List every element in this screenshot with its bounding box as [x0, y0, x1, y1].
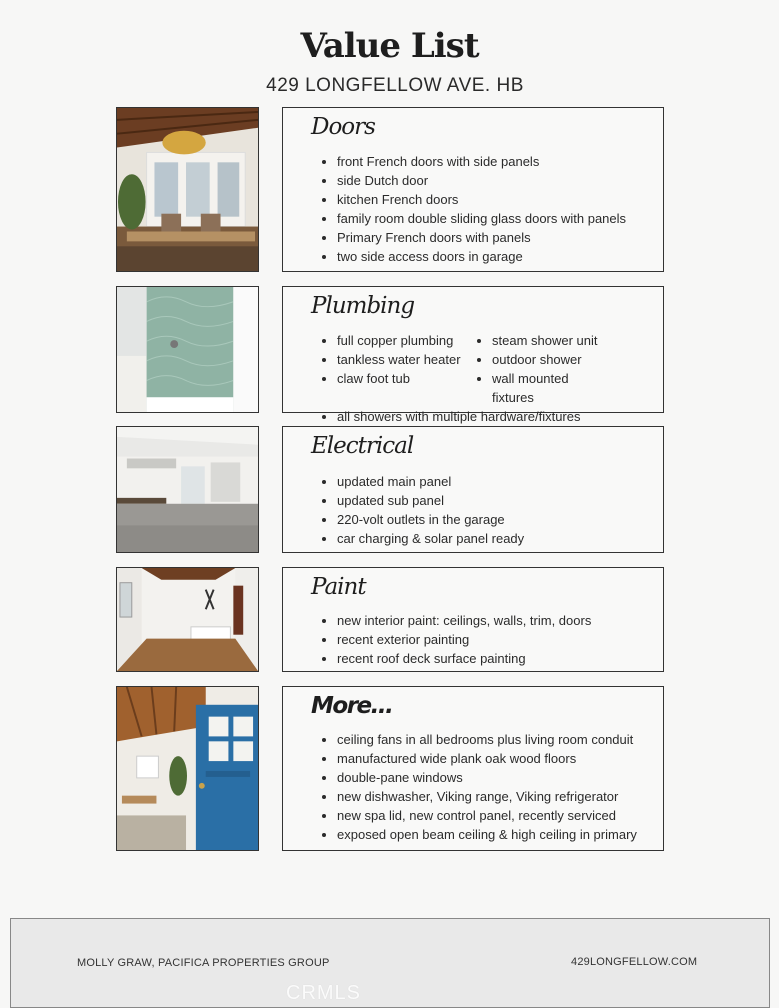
list-item: • updated sub panel: [337, 491, 524, 510]
plumbing-heading: Plumbing: [311, 293, 415, 319]
list-item: • full copper plumbing: [337, 331, 492, 350]
more-card: [282, 686, 664, 851]
more-heading: More...: [311, 693, 393, 719]
list-item: • two side access doors in garage: [337, 247, 626, 266]
more-list: [319, 730, 637, 844]
list-item: • outdoor shower: [492, 350, 612, 369]
electrical-card: [282, 426, 664, 553]
list-item: • recent roof deck surface painting: [337, 649, 591, 668]
doors-list: [319, 152, 626, 266]
paint-list: [319, 611, 591, 668]
plumbing-list: [319, 331, 612, 426]
list-item: • new dishwasher, Viking range, Viking refrigerator: [337, 787, 637, 806]
agent-name: MOLLY GRAW, PACIFICA PROPERTIES GROUP: [77, 957, 330, 969]
list-item: • 220-volt outlets in the garage: [337, 510, 524, 529]
list-item: • recent exterior painting: [337, 630, 591, 649]
list-item: • tankless water heater: [337, 350, 492, 369]
list-item: • manufactured wide plank oak wood floors: [337, 749, 637, 768]
list-item: • Primary French doors with panels: [337, 228, 626, 247]
property-address: 429 LONGFELLOW AVE. HB: [266, 75, 524, 96]
list-item: • wall mounted fixtures: [492, 369, 612, 407]
list-item: • claw foot tub: [337, 369, 492, 407]
electrical-heading: Electrical: [311, 433, 414, 459]
paint-heading: Paint: [311, 574, 366, 600]
list-item: • ceiling fans in all bedrooms plus living room conduit: [337, 730, 637, 749]
electrical-list: [319, 472, 524, 548]
more-photo: [116, 686, 259, 851]
doors-heading: Doors: [311, 114, 375, 140]
list-item: • exposed open beam ceiling & high ceiling in primary: [337, 825, 637, 844]
list-item: • new interior paint: ceilings, walls, trim, doors: [337, 611, 591, 630]
list-item: • family room double sliding glass doors with panels: [337, 209, 626, 228]
list-item: • side Dutch door: [337, 171, 626, 190]
list-item: • all showers with multiple hardware/fixtures: [337, 407, 612, 426]
plumbing-card: [282, 286, 664, 424]
plumbing-photo: [116, 286, 259, 413]
list-item: • steam shower unit: [492, 331, 612, 350]
list-item: • double-pane windows: [337, 768, 637, 787]
footer: [10, 918, 770, 1008]
list-item: • new spa lid, new control panel, recently serviced: [337, 806, 637, 825]
list-item: • kitchen French doors: [337, 190, 626, 209]
electrical-photo: [116, 426, 259, 553]
list-item: • updated main panel: [337, 472, 524, 491]
list-item: • front French doors with side panels: [337, 152, 626, 171]
doors-card: [282, 107, 664, 272]
paint-card: [282, 567, 664, 672]
page-title: Value List: [300, 26, 479, 66]
paint-photo: [116, 567, 259, 672]
crmls-watermark: CRMLS: [286, 982, 362, 1004]
list-item: • car charging & solar panel ready: [337, 529, 524, 548]
website-link[interactable]: 429LONGFELLOW.COM: [571, 956, 698, 968]
doors-photo: [116, 107, 259, 272]
